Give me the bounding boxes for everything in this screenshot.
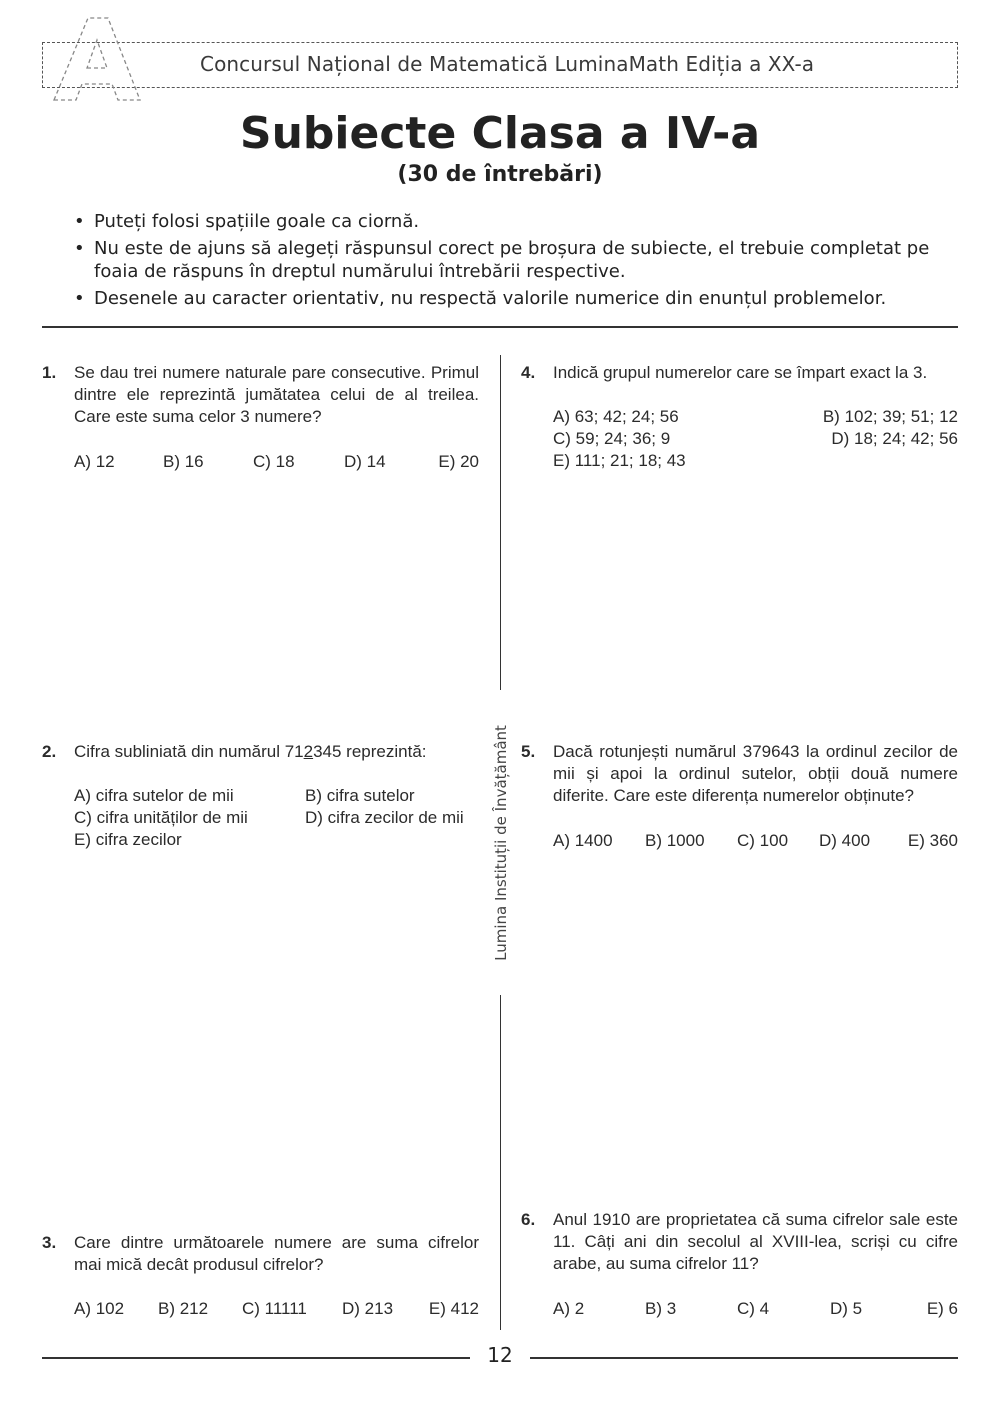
option-c[interactable]: C) cifra unităților de mii xyxy=(74,808,248,827)
question-5 xyxy=(521,741,958,807)
answer-options xyxy=(74,1298,479,1320)
option-c[interactable]: C) 4 xyxy=(737,1299,770,1318)
footer-line xyxy=(42,1357,470,1359)
question-number: 1. xyxy=(42,363,57,382)
question-text: Se dau trei numere naturale pare consecutive. Primul dintre ele reprezintă jumătatea celui de al treilea. Care este suma celor 3 numere? xyxy=(74,363,479,426)
option-d[interactable]: D) 5 xyxy=(830,1299,863,1318)
option-e[interactable]: E) 20 xyxy=(438,452,479,471)
option-a[interactable]: A) 12 xyxy=(74,452,115,471)
question-6 xyxy=(521,1209,958,1275)
divider xyxy=(42,326,958,328)
question-text: Anul 1910 are proprietatea că suma cifrelor sale este 11. Câți ani din secolul al XVIII-lea, scriși cu cifre arabe, au suma cifrelor 11? xyxy=(553,1210,958,1273)
question-4 xyxy=(521,362,958,384)
question-number: 5. xyxy=(521,742,536,761)
option-a[interactable]: A) 63; 42; 24; 56 xyxy=(553,407,679,426)
answer-options xyxy=(74,451,479,473)
option-e[interactable]: E) 360 xyxy=(907,831,958,850)
option-b[interactable]: B) cifra sutelor xyxy=(305,786,415,805)
option-d[interactable]: D) 14 xyxy=(344,452,386,471)
competition-title: Concursul Național de Matematică LuminaMath Ediția a XX-a xyxy=(200,52,815,76)
option-e[interactable]: E) 6 xyxy=(926,1299,958,1318)
option-e[interactable]: E) 111; 21; 18; 43 xyxy=(553,451,686,470)
instruction-item: • Desenele au caracter orientativ, nu respectă valorile numerice din enunțul problemelor. xyxy=(72,287,952,310)
answer-options xyxy=(553,406,958,472)
question-2 xyxy=(42,741,479,763)
option-a[interactable]: A) 102 xyxy=(74,1299,125,1318)
question-text: Dacă rotunjești numărul 379643 la ordinul zecilor de mii și apoi la ordinul sutelor, obții două numere diferite. Care este diferența numerelor obținute? xyxy=(553,742,958,805)
option-b[interactable]: B) 102; 39; 51; 12 xyxy=(822,407,958,426)
option-a[interactable]: A) 2 xyxy=(553,1299,585,1318)
option-e[interactable]: E) 412 xyxy=(428,1299,479,1318)
option-b[interactable]: B) 16 xyxy=(163,452,204,471)
logo-a-icon xyxy=(52,16,142,102)
option-d[interactable]: D) cifra zecilor de mii xyxy=(305,808,464,827)
question-text: Cifra subliniată din numărul 712345 reprezintă: xyxy=(74,742,427,761)
option-c[interactable]: C) 100 xyxy=(737,831,789,850)
instruction-item: • Puteți folosi spațiile goale ca ciornă. xyxy=(72,210,952,233)
footer-line xyxy=(530,1357,958,1359)
question-number: 3. xyxy=(42,1233,57,1252)
option-a[interactable]: A) 1400 xyxy=(553,831,613,850)
option-d[interactable]: D) 18; 24; 42; 56 xyxy=(831,429,958,448)
instruction-item: • Nu este de ajuns să alegeți răspunsul corect pe broșura de subiecte, el trebuie completat pe foaia de răspuns în dreptul numărului întrebării respective. xyxy=(72,237,952,283)
answer-options xyxy=(553,1298,958,1320)
question-number: 6. xyxy=(521,1210,536,1229)
option-d[interactable]: D) 400 xyxy=(819,831,871,850)
answer-options xyxy=(553,830,958,852)
question-text: Care dintre următoarele numere are suma cifrelor mai mică decât produsul cifrelor? xyxy=(74,1233,479,1274)
question-1 xyxy=(42,362,479,428)
question-3 xyxy=(42,1232,479,1276)
option-d[interactable]: D) 213 xyxy=(342,1299,394,1318)
column-divider xyxy=(500,355,501,690)
question-number: 4. xyxy=(521,363,536,382)
option-c[interactable]: C) 11111 xyxy=(242,1299,307,1318)
option-e[interactable]: E) cifra zecilor xyxy=(74,830,182,849)
page-subtitle: (30 de întrebări) xyxy=(397,162,603,187)
instructions-list xyxy=(72,210,952,314)
column-divider xyxy=(500,995,501,1330)
option-a[interactable]: A) cifra sutelor de mii xyxy=(74,786,234,805)
option-c[interactable]: C) 59; 24; 36; 9 xyxy=(553,429,671,448)
underlined-digit: 2 xyxy=(303,742,314,761)
option-b[interactable]: B) 3 xyxy=(645,1299,677,1318)
answer-options xyxy=(74,785,479,851)
option-b[interactable]: B) 212 xyxy=(158,1299,209,1318)
question-number: 2. xyxy=(42,742,57,761)
question-text: Indică grupul numerelor care se împart exact la 3. xyxy=(553,363,928,382)
page-title: Subiecte Clasa a IV-a xyxy=(239,108,761,159)
option-b[interactable]: B) 1000 xyxy=(645,831,705,850)
side-text: Lumina Instituții de Învățământ xyxy=(492,725,510,961)
page-number: 12 xyxy=(487,1343,513,1367)
option-c[interactable]: C) 18 xyxy=(253,452,295,471)
